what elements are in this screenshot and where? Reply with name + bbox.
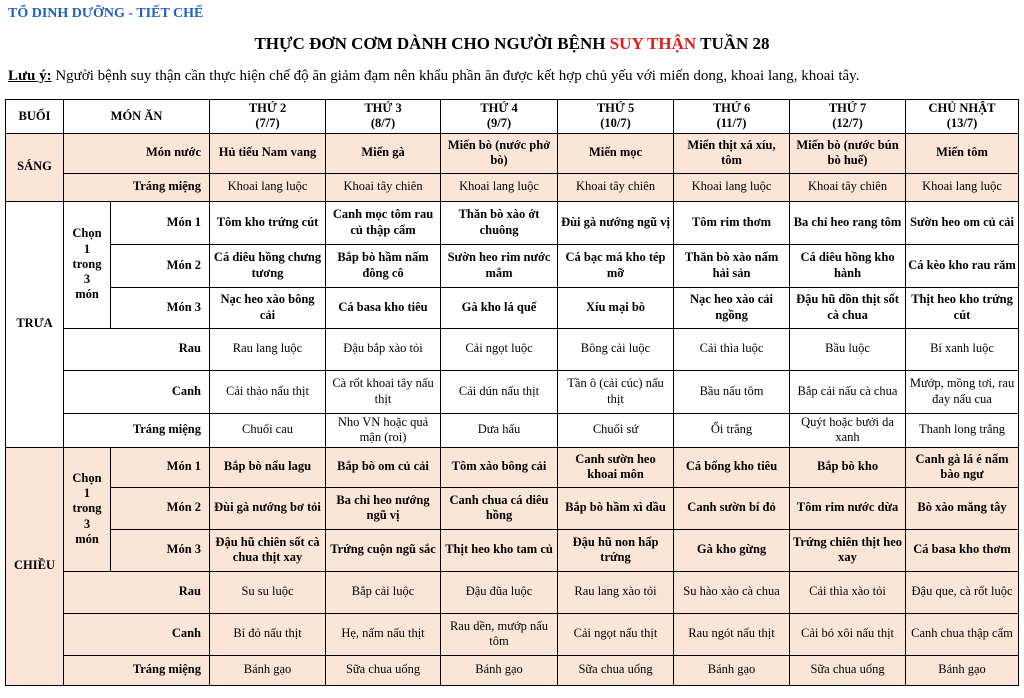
mon-label: Món 1 — [111, 201, 210, 244]
day-date: (9/7) — [486, 116, 512, 131]
note-label: Lưu ý: — [8, 68, 52, 84]
mon-label: Món 3 — [111, 287, 210, 328]
menu-cell: Cà rốt khoai tây nấu thịt — [326, 370, 441, 413]
day-name: THỨ 4 — [480, 101, 518, 115]
day-date: (11/7) — [716, 116, 747, 131]
col-header-buoi: BUỔI — [6, 100, 64, 134]
page-title — [0, 34, 1024, 54]
menu-cell: Cải thìa xào tỏi — [790, 571, 906, 613]
menu-cell: Sữa chua uống — [558, 655, 674, 685]
menu-cell: Đậu hũ non hấp trứng — [558, 529, 674, 571]
row-label: Món nước — [64, 133, 210, 173]
row-label: Rau — [64, 571, 210, 613]
col-header-mon-an: MÓN ĂN — [64, 100, 210, 134]
col-header-day — [790, 100, 906, 134]
menu-cell: Đậu đũa luộc — [441, 571, 558, 613]
day-name: THỨ 5 — [596, 101, 635, 115]
menu-cell: Cá bống kho tiêu — [674, 447, 790, 487]
row-label: Tráng miệng — [64, 173, 210, 201]
menu-cell: Thanh long trắng — [906, 413, 1019, 447]
menu-cell: Quýt hoặc bưởi da xanh — [790, 413, 906, 447]
menu-cell: Bánh gạo — [210, 655, 326, 685]
menu-cell: Đậu que, cà rốt luộc — [906, 571, 1019, 613]
menu-cell: Su hào xào cà chua — [674, 571, 790, 613]
menu-cell: Cá kèo kho rau răm — [906, 244, 1019, 287]
day-date: (13/7) — [946, 116, 978, 131]
menu-cell: Miến bò (nước bún bò huế) — [790, 133, 906, 173]
menu-cell: Đậu hũ chiên sốt cà chua thịt xay — [210, 529, 326, 571]
menu-cell: Cá diêu hồng kho hành — [790, 244, 906, 287]
menu-cell: Canh mọc tôm rau củ thập cẩm — [326, 201, 441, 244]
menu-cell: Sữa chua uống — [326, 655, 441, 685]
row-label: Canh — [64, 370, 210, 413]
menu-cell: Bắp cải nấu cà chua — [790, 370, 906, 413]
row-label: Tráng miệng — [64, 655, 210, 685]
menu-cell: Cải dún nấu thịt — [441, 370, 558, 413]
menu-cell: Bánh gạo — [674, 655, 790, 685]
menu-cell: Sườn heo om củ cải — [906, 201, 1019, 244]
menu-cell: Bông cải luộc — [558, 328, 674, 370]
menu-cell: Khoai lang luộc — [210, 173, 326, 201]
menu-cell: Trứng cuộn ngũ sắc — [326, 529, 441, 571]
menu-cell: Rau lang xào tỏi — [558, 571, 674, 613]
menu-cell: Dưa hấu — [441, 413, 558, 447]
menu-cell: Cải thảo nấu thịt — [210, 370, 326, 413]
menu-cell: Bắp bò kho — [790, 447, 906, 487]
menu-cell: Hủ tiếu Nam vang — [210, 133, 326, 173]
menu-cell: Khoai lang luộc — [906, 173, 1019, 201]
col-header-day — [906, 100, 1019, 134]
menu-cell: Canh chua thập cẩm — [906, 613, 1019, 655]
menu-cell: Nạc heo xào cải ngồng — [674, 287, 790, 328]
menu-cell: Đậu bắp xào tỏi — [326, 328, 441, 370]
menu-cell: Cá bạc má kho tép mỡ — [558, 244, 674, 287]
col-header-day — [210, 100, 326, 134]
menu-cell: Thăn bò xào nấm hải sản — [674, 244, 790, 287]
menu-cell: Canh sườn heo khoai môn — [558, 447, 674, 487]
menu-cell: Khoai lang luộc — [441, 173, 558, 201]
row-label: Tráng miệng — [64, 413, 210, 447]
menu-cell: Khoai tây chiên — [790, 173, 906, 201]
menu-cell: Tôm rim nước dừa — [790, 487, 906, 529]
menu-cell: Nho VN hoặc quả mận (roi) — [326, 413, 441, 447]
menu-cell: Miến gà — [326, 133, 441, 173]
menu-cell: Khoai lang luộc — [674, 173, 790, 201]
day-name: THỨ 7 — [828, 101, 867, 115]
menu-cell: Bí xanh luộc — [906, 328, 1019, 370]
menu-cell: Rau dền, mướp nấu tôm — [441, 613, 558, 655]
menu-cell: Hẹ, nấm nấu thịt — [326, 613, 441, 655]
day-name: THỨ 2 — [248, 101, 287, 115]
day-date: (10/7) — [600, 116, 631, 131]
day-date: (12/7) — [832, 116, 863, 131]
menu-cell: Cải thìa luộc — [674, 328, 790, 370]
menu-cell: Cải bó xôi nấu thịt — [790, 613, 906, 655]
col-header-day — [674, 100, 790, 134]
menu-cell: Miến bò (nước phở bò) — [441, 133, 558, 173]
menu-cell: Bắp bò hầm nấm đông cô — [326, 244, 441, 287]
note-text: Người bệnh suy thận cần thực hiện chế độ ăn giảm đạm nên khẩu phần ăn được kết hợp chủ yếu với miến dong, khoai lang, khoai tây. — [51, 68, 860, 84]
day-date: (7/7) — [255, 116, 280, 131]
menu-cell: Đùi gà nướng ngũ vị — [558, 201, 674, 244]
menu-cell: Sườn heo rim nước mắm — [441, 244, 558, 287]
menu-cell: Cá basa kho tiêu — [326, 287, 441, 328]
menu-cell: Bắp cải luộc — [326, 571, 441, 613]
col-header-day — [558, 100, 674, 134]
note — [8, 68, 859, 85]
menu-cell: Thịt heo kho trứng cút — [906, 287, 1019, 328]
col-header-day — [326, 100, 441, 134]
menu-cell: Ba chỉ heo nướng ngũ vị — [326, 487, 441, 529]
menu-cell: Ba chỉ heo rang tôm — [790, 201, 906, 244]
menu-cell: Chuối cau — [210, 413, 326, 447]
menu-cell: Thăn bò xào ớt chuông — [441, 201, 558, 244]
menu-cell: Sữa chua uống — [790, 655, 906, 685]
menu-cell: Bầu luộc — [790, 328, 906, 370]
menu-cell: Khoai tây chiên — [326, 173, 441, 201]
menu-cell: Xíu mại bò — [558, 287, 674, 328]
menu-cell: Cá diêu hồng chưng tương — [210, 244, 326, 287]
menu-cell: Bắp bò nấu lagu — [210, 447, 326, 487]
title-suffix: TUẦN 28 — [696, 34, 770, 53]
menu-cell: Cá basa kho thơm — [906, 529, 1019, 571]
row-label: Canh — [64, 613, 210, 655]
mon-label: Món 2 — [111, 487, 210, 529]
day-name: THỨ 3 — [364, 101, 402, 115]
menu-cell: Thịt heo kho tam củ — [441, 529, 558, 571]
department-name: TỔ DINH DƯỠNG - TIẾT CHẾ — [8, 6, 204, 21]
menu-cell: Bắp bò hầm xì dầu — [558, 487, 674, 529]
menu-cell: Tần ô (cải cúc) nấu thịt — [558, 370, 674, 413]
menu-cell: Miến mọc — [558, 133, 674, 173]
menu-cell: Rau ngót nấu thịt — [674, 613, 790, 655]
menu-cell: Miến thịt xá xíu, tôm — [674, 133, 790, 173]
menu-cell: Mướp, mồng tơi, rau đay nấu cua — [906, 370, 1019, 413]
session-chieu: CHIỀU — [6, 447, 64, 685]
menu-cell: Gà kho gừng — [674, 529, 790, 571]
session-trua: TRƯA — [6, 201, 64, 447]
menu-cell: Đậu hũ dồn thịt sốt cà chua — [790, 287, 906, 328]
menu-cell: Tôm rim thơm — [674, 201, 790, 244]
menu-cell: Bánh gạo — [441, 655, 558, 685]
menu-cell: Rau lang luộc — [210, 328, 326, 370]
menu-cell: Gà kho lá quế — [441, 287, 558, 328]
mon-label: Món 3 — [111, 529, 210, 571]
menu-cell: Bí đỏ nấu thịt — [210, 613, 326, 655]
title-prefix: THỰC ĐƠN CƠM DÀNH CHO NGƯỜI BỆNH — [254, 34, 610, 53]
menu-cell: Tôm kho trứng cút — [210, 201, 326, 244]
menu-table — [5, 99, 1019, 686]
day-date: (8/7) — [370, 116, 396, 131]
menu-cell: Bầu nấu tôm — [674, 370, 790, 413]
row-label: Rau — [64, 328, 210, 370]
day-name: CHỦ NHẬT — [928, 101, 996, 115]
menu-cell: Canh chua cá diêu hồng — [441, 487, 558, 529]
menu-cell: Đùi gà nướng bơ tỏi — [210, 487, 326, 529]
menu-cell: Canh gà lá é nấm bào ngư — [906, 447, 1019, 487]
menu-cell: Ổi trắng — [674, 413, 790, 447]
menu-cell: Tôm xào bông cải — [441, 447, 558, 487]
menu-cell: Bánh gạo — [906, 655, 1019, 685]
menu-cell: Cải ngọt luộc — [441, 328, 558, 370]
col-header-day — [441, 100, 558, 134]
menu-cell: Su su luộc — [210, 571, 326, 613]
menu-cell: Bò xào măng tây — [906, 487, 1019, 529]
mon-label: Món 2 — [111, 244, 210, 287]
menu-cell: Nạc heo xào bông cải — [210, 287, 326, 328]
menu-cell: Cải ngọt nấu thịt — [558, 613, 674, 655]
mon-label: Món 1 — [111, 447, 210, 487]
menu-cell: Canh sườn bí đỏ — [674, 487, 790, 529]
menu-cell: Miến tôm — [906, 133, 1019, 173]
day-name: THỨ 6 — [712, 101, 751, 115]
choose-one-label: Chọn 1 trong 3 món — [64, 201, 111, 328]
choose-one-label: Chọn 1 trong 3 món — [64, 447, 111, 571]
session-sang: SÁNG — [6, 133, 64, 201]
title-highlight: SUY THẬN — [609, 34, 697, 53]
menu-cell: Chuối sứ — [558, 413, 674, 447]
menu-cell: Khoai tây chiên — [558, 173, 674, 201]
menu-cell: Trứng chiên thịt heo xay — [790, 529, 906, 571]
menu-cell: Bắp bò om củ cải — [326, 447, 441, 487]
